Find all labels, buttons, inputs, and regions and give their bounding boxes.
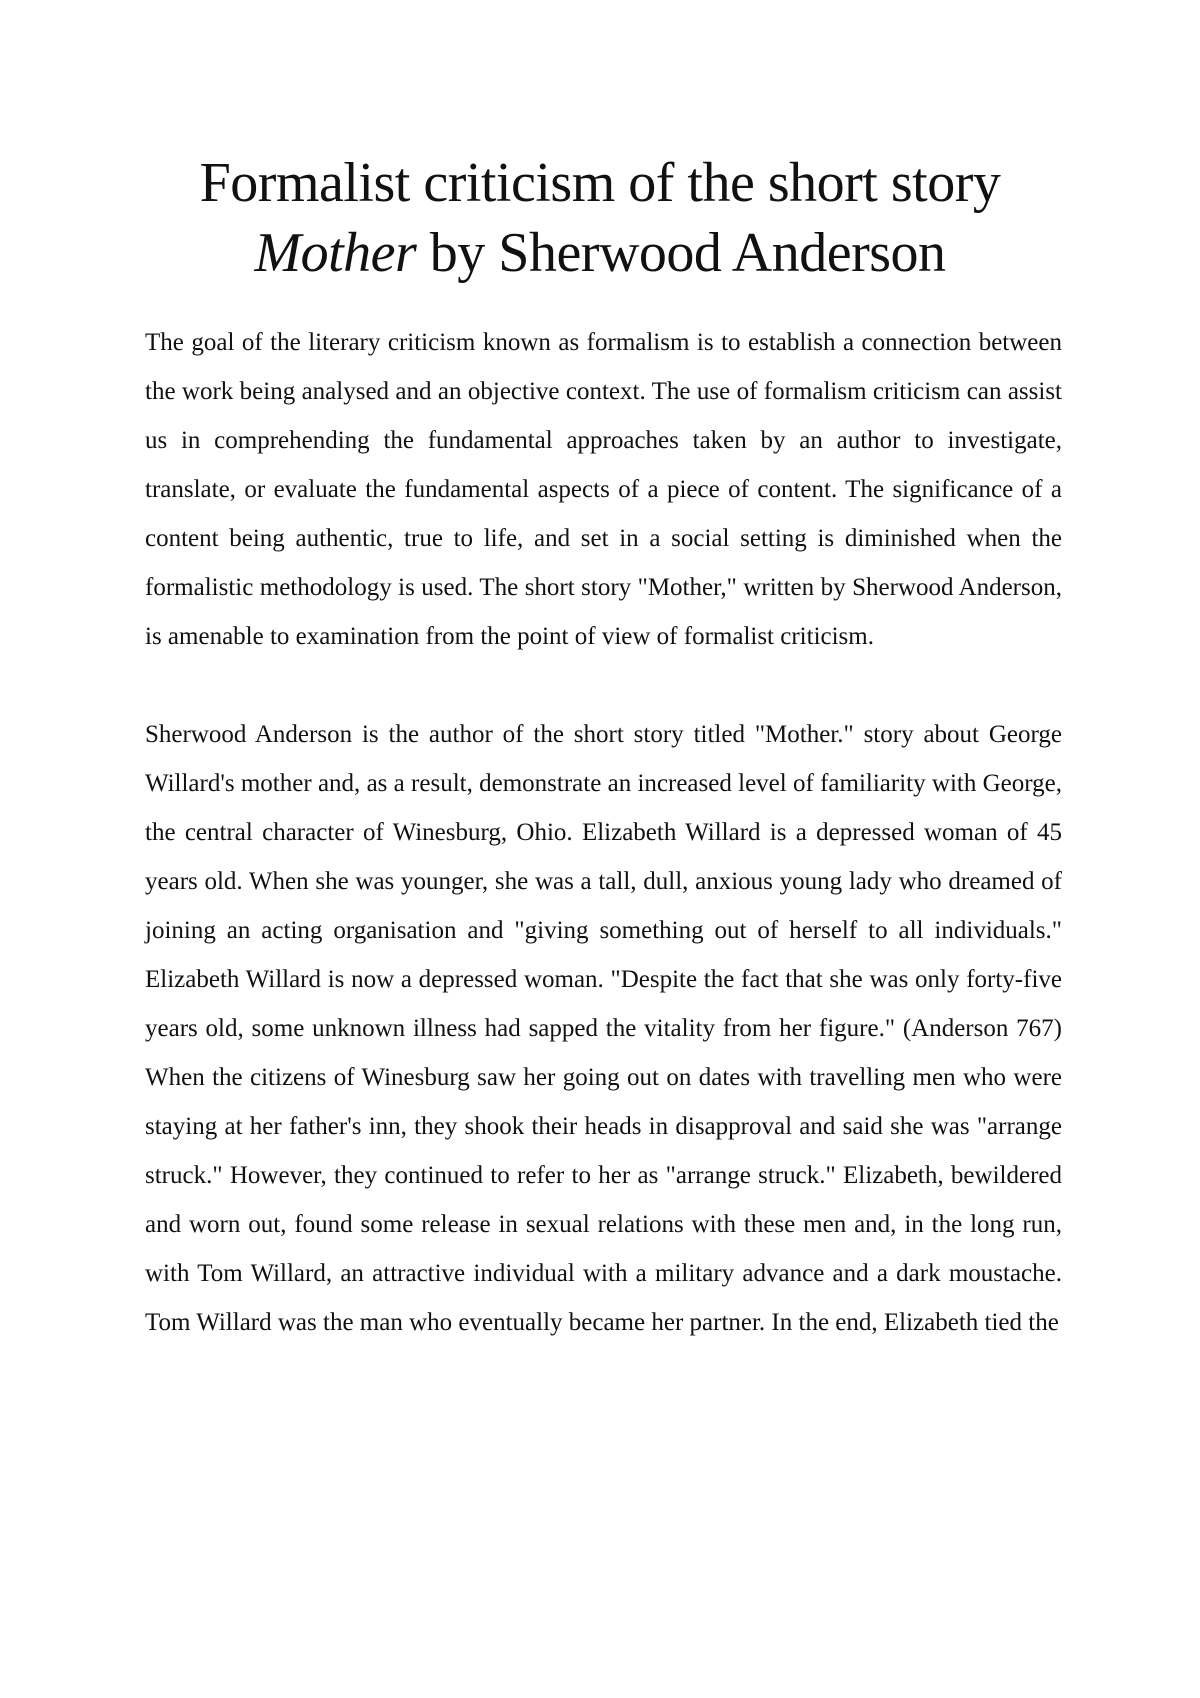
document-title bbox=[100, 148, 1100, 288]
title-line-1: Formalist criticism of the short story bbox=[199, 152, 1001, 214]
document-body bbox=[145, 318, 1062, 1347]
paragraph-1: The goal of the literary criticism known as formalism is to establish a connection between the work being analysed and an objective context. The use of formalism criticism can assist us in comprehending the fundamental approaches taken by an author to investigate, translate, or evaluate the fundamental aspects of a piece of content. The significance of a content being authentic, true to life, and set in a social setting is diminished when the formalistic methodology is used. The short story "Mother," written by Sherwood Anderson, is amenable to examination from the point of view of formalist criticism. bbox=[145, 329, 1062, 650]
title-italic-work-name: Mother bbox=[254, 222, 417, 284]
title-line-2 bbox=[100, 218, 1100, 288]
paragraph-2: Sherwood Anderson is the author of the short story titled "Mother." story about George Willard's mother and, as a result, demonstrate an increased level of familiarity with George, the central character of Winesburg, Ohio. Elizabeth Willard is a depressed woman of 45 years old. When she was younger, she was a tall, dull, anxious young lady who dreamed of joining an acting organisation and "giving something out of herself to all individuals." Elizabeth Willard is now a depressed woman. "Despite the fact that she was only forty-five years old, some unknown illness had sapped the vitality from her figure." (Anderson 767) When the citizens of Winesburg saw her going out on dates with travelling men who were staying at her father's inn, they shook their heads in disapproval and said she was "arrange struck." However, they continued to refer to her as "arrange struck." Elizabeth, bewildered and worn out, found some release in sexual relations with these men and, in the long run, with Tom Willard, an attractive individual with a military advance and a dark moustache. Tom Willard was the man who eventually became her partner. In the end, Elizabeth tied the bbox=[145, 721, 1062, 1336]
title-line-2-rest: by Sherwood Anderson bbox=[416, 222, 946, 284]
